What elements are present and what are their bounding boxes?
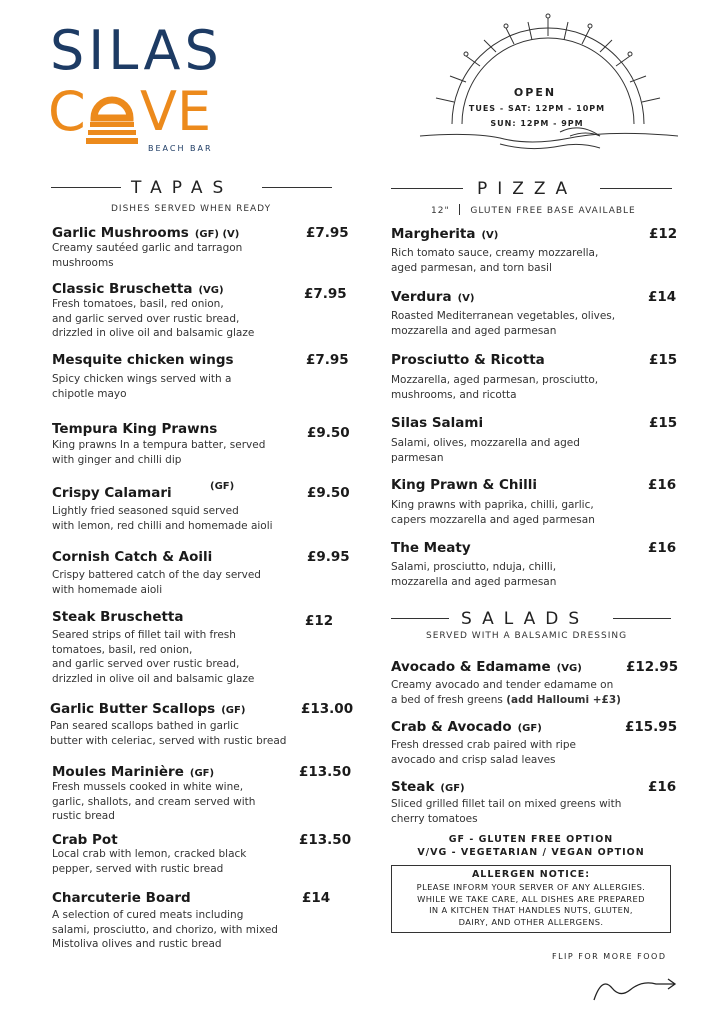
brand-subtitle: BEACH BAR <box>148 144 213 153</box>
hours-sunday: SUN: 12PM - 9PM <box>490 119 584 128</box>
brand-name-silas: SILAS <box>50 19 223 82</box>
pizza-item-desc: Salami, olives, mozzarella and aged parmesan <box>391 437 580 464</box>
pizza-rule-right <box>600 188 672 189</box>
tapas-item-tag: (GF) <box>210 481 235 492</box>
salads-rule-right <box>613 618 671 619</box>
tapas-item-desc: Fresh tomatoes, basil, red onion, and garlic served over rustic bread, drizzled in olive oil and balsamic glaze <box>52 298 255 339</box>
tapas-item-price: £9.95 <box>307 549 350 565</box>
tapas-item-name: Garlic Butter Scallops (GF) <box>50 701 246 717</box>
pizza-item-desc: Mozzarella, aged parmesan, prosciutto, mushrooms, and ricotta <box>391 374 599 401</box>
tapas-item-desc: Seared strips of fillet tail with fresh tomatoes, basil, red onion, and garlic served over rustic bread, drizzled in olive oil and balsamic glaze <box>52 629 255 685</box>
pizza-item-name: Silas Salami <box>391 415 484 431</box>
tapas-item-name: Mesquite chicken wings <box>52 352 234 368</box>
pizza-divider <box>459 204 460 215</box>
pizza-item-price: £16 <box>648 477 677 493</box>
svg-text:C: C <box>48 80 86 143</box>
svg-text:VE: VE <box>140 80 212 143</box>
pizza-item-desc: Salami, prosciutto, nduja, chilli, mozzarella and aged parmesan <box>391 561 557 588</box>
tapas-item-price: £7.95 <box>306 352 349 368</box>
salad-item-desc: Fresh dressed crab paired with ripe avocado and crisp salad leaves <box>391 739 576 766</box>
salad-item-desc: Sliced grilled fillet tail on mixed greens with cherry tomatoes <box>391 798 622 825</box>
salad-item-name: Avocado & Edamame (VG) <box>391 659 582 675</box>
tapas-item-name: Crab Pot <box>52 832 118 848</box>
tapas-rule-right <box>262 187 332 188</box>
salad-item-name: Steak (GF) <box>391 779 465 795</box>
tapas-item-name: Tempura King Prawns <box>52 421 218 437</box>
tapas-item-desc: Spicy chicken wings served with a chipotle mayo <box>52 373 232 400</box>
pizza-item-price: £15 <box>649 415 678 431</box>
pizza-size: 12" <box>431 206 450 216</box>
legend-gf: GF - GLUTEN FREE OPTION <box>448 834 614 845</box>
cove-logo-icon <box>48 78 228 148</box>
tapas-item-desc: Fresh mussels cooked in white wine, garlic, shallots, and cream served with rustic bread <box>52 781 256 822</box>
tapas-item-price: £9.50 <box>307 425 350 441</box>
salads-title: SALADS <box>461 609 590 629</box>
tapas-item-name: Cornish Catch & Aoili <box>52 549 213 565</box>
tapas-item-desc: Pan seared scallops bathed in garlic butter with celeriac, served with rustic bread <box>50 720 287 747</box>
tapas-item-price: £12 <box>305 613 334 629</box>
allergen-title: ALLERGEN NOTICE: <box>471 869 591 880</box>
salad-item-price: £12.95 <box>626 659 679 675</box>
pizza-subtitle <box>431 204 636 216</box>
pizza-rule-left <box>391 188 463 189</box>
tapas-item-price: £14 <box>302 890 331 906</box>
salads-subtitle: SERVED WITH A BALSAMIC DRESSING <box>426 631 628 641</box>
pizza-item-desc: King prawns with paprika, chilli, garlic, capers mozzarella and aged parmesan <box>391 499 595 526</box>
salads-rule-left <box>391 618 449 619</box>
pizza-item-price: £16 <box>648 540 677 556</box>
pizza-item-name: King Prawn & Chilli <box>391 477 538 493</box>
tapas-rule-left <box>51 187 121 188</box>
flip-note: FLIP FOR MORE FOOD <box>552 952 667 961</box>
swirl-arrow-icon <box>590 966 680 1006</box>
tapas-item-name: Classic Bruschetta (VG) <box>52 281 224 297</box>
tapas-item-price: £9.50 <box>307 485 350 501</box>
pizza-item-name: Verdura (V) <box>391 289 475 305</box>
pizza-note: GLUTEN FREE BASE AVAILABLE <box>470 206 636 216</box>
tapas-item-price: £13.00 <box>301 701 354 717</box>
pizza-item-name: Margherita (V) <box>391 226 499 242</box>
tapas-subtitle: DISHES SERVED WHEN READY <box>111 204 272 214</box>
tapas-item-desc: Lightly fried seasoned squid served with lemon, red chilli and homemade aioli <box>52 505 273 532</box>
tapas-item-price: £13.50 <box>299 764 352 780</box>
open-title: OPEN <box>513 86 557 99</box>
pizza-item-name: Prosciutto & Ricotta <box>391 352 545 368</box>
tapas-item-name: Crispy Calamari <box>52 485 172 501</box>
tapas-item-name: Garlic Mushrooms (GF) (V) <box>52 225 240 241</box>
pizza-item-name: The Meaty <box>391 540 471 556</box>
pizza-item-desc: Rich tomato sauce, creamy mozzarella, aged parmesan, and torn basil <box>391 247 599 274</box>
salad-item-price: £16 <box>648 779 677 795</box>
tapas-item-desc: Local crab with lemon, cracked black pepper, served with rustic bread <box>52 848 247 875</box>
pizza-item-price: £12 <box>649 226 678 242</box>
pizza-title: PIZZA <box>477 179 578 199</box>
pizza-item-price: £14 <box>648 289 677 305</box>
tapas-item-desc: A selection of cured meats including salami, prosciutto, and chorizo, with mixed Mistoliva olives and rustic bread <box>52 909 278 950</box>
pizza-item-desc: Roasted Mediterranean vegetables, olives, mozzarella and aged parmesan <box>391 310 616 337</box>
tapas-item-desc: Creamy sautéed garlic and tarragon mushrooms <box>52 242 243 269</box>
pizza-item-price: £15 <box>649 352 678 368</box>
legend-vvg: V/VG - VEGETARIAN / VEGAN OPTION <box>417 847 645 858</box>
tapas-item-desc: Crispy battered catch of the day served with homemade aioli <box>52 569 261 596</box>
salad-extra: (add Halloumi +£3) <box>506 693 621 706</box>
tapas-item-price: £7.95 <box>304 286 347 302</box>
salad-item-price: £15.95 <box>625 719 678 735</box>
tapas-item-name: Moules Marinière (GF) <box>52 764 215 780</box>
tapas-title: TAPAS <box>131 178 234 198</box>
salad-item-name: Crab & Avocado (GF) <box>391 719 542 735</box>
allergen-text: PLEASE INFORM YOUR SERVER OF ANY ALLERGIES. WHILE WE TAKE CARE, ALL DISHES ARE PREPARED IN A KITCHEN THAT HANDLES NUTS, GLUTEN, DAIRY, AND OTHER ALLERGENS. <box>416 882 646 927</box>
tapas-item-price: £7.95 <box>306 225 349 241</box>
tapas-item-name: Charcuterie Board <box>52 890 191 906</box>
tapas-item-price: £13.50 <box>299 832 352 848</box>
tapas-item-name: Steak Bruschetta <box>52 609 184 625</box>
tapas-item-desc: King prawns In a tempura batter, served with ginger and chilli dip <box>52 439 266 466</box>
hours-weekday: TUES - SAT: 12PM - 10PM <box>468 104 606 113</box>
salad-item-desc: Creamy avocado and tender edamame on a bed of fresh greens (add Halloumi +£3) <box>391 679 621 706</box>
